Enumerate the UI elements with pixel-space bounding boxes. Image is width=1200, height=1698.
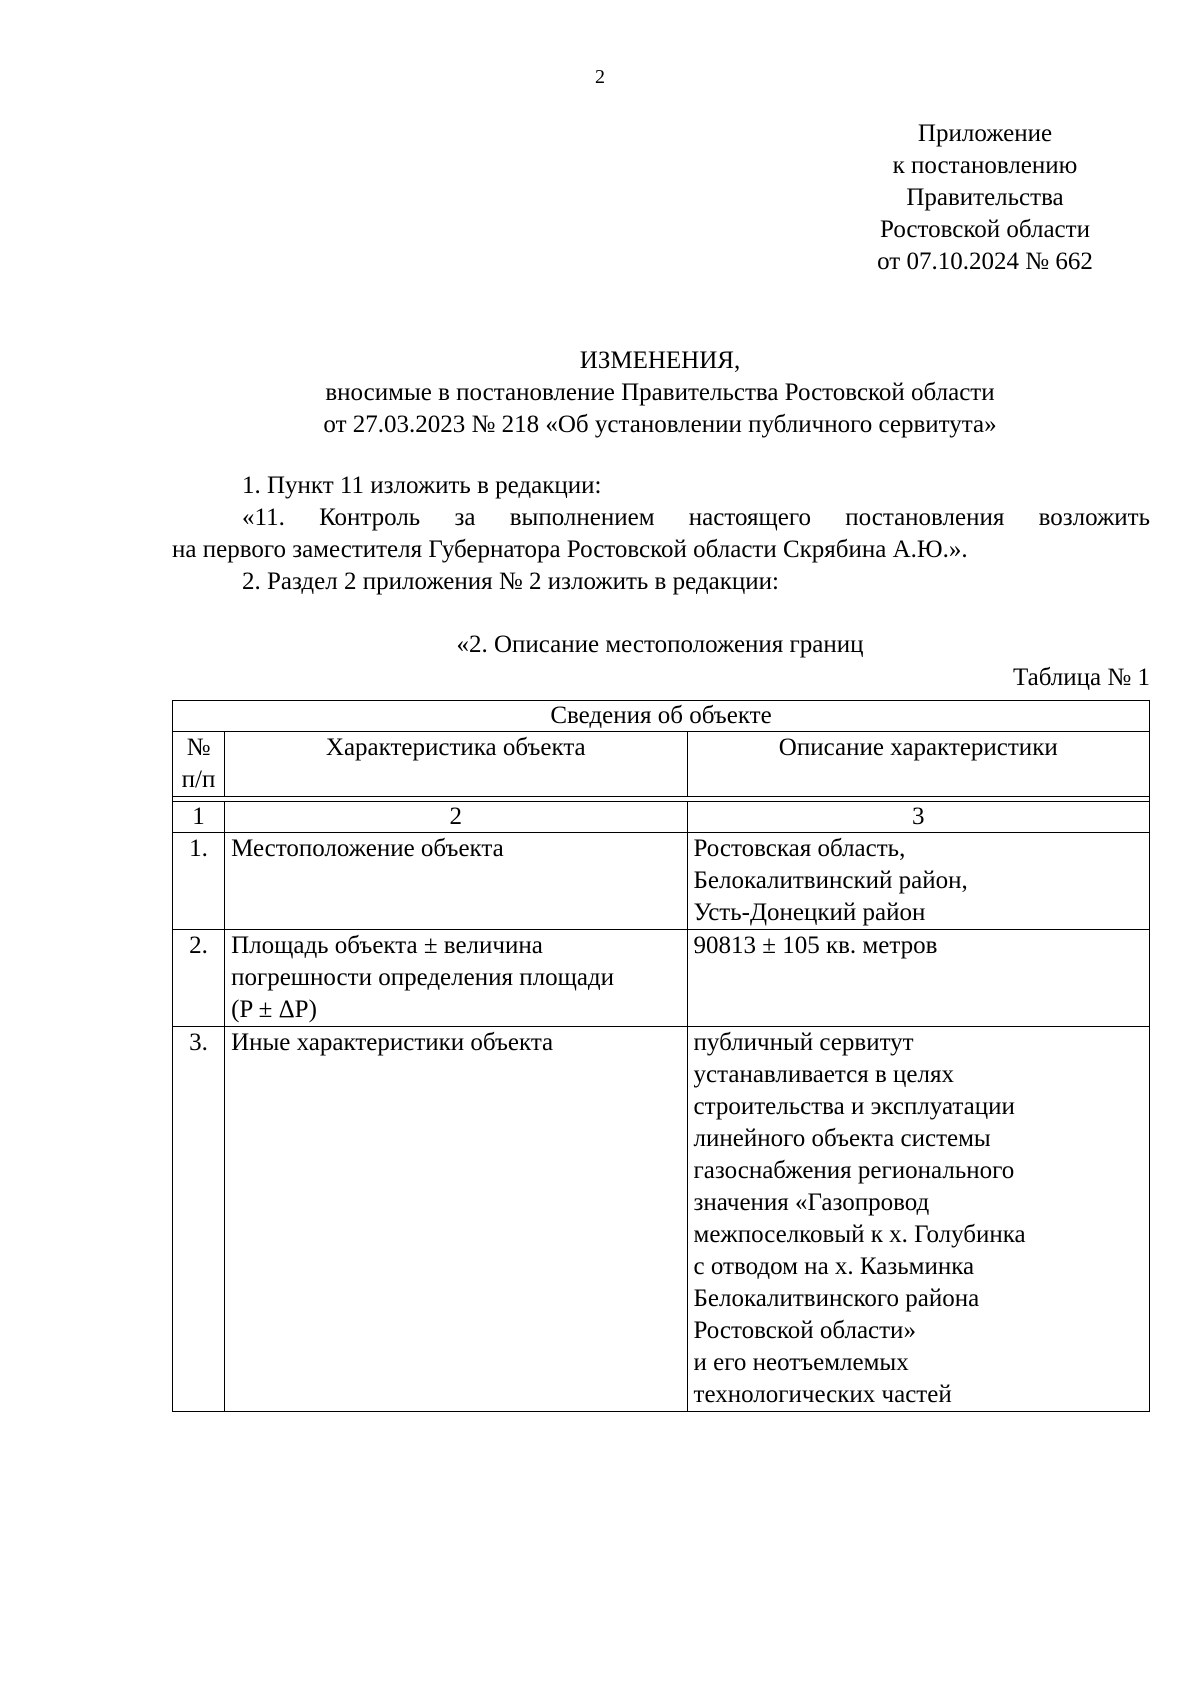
cell-line: газоснабжения регионального [693, 1157, 1015, 1184]
cell-line: Площадь объекта ± величина [231, 932, 543, 959]
appendix-line: Правительства [906, 184, 1064, 211]
header-num-line: № [186, 734, 211, 761]
cell-line: строительства и эксплуатации [693, 1093, 1015, 1120]
body-paragraphs [172, 470, 1150, 598]
table-row [173, 930, 1150, 1027]
cell-line: Белокалитвинского района [693, 1285, 980, 1312]
row-characteristic [225, 1027, 687, 1412]
cell-line: и его неотъемлемых [693, 1349, 909, 1376]
object-info-table [172, 700, 1150, 1412]
cell-line: значения «Газопровод [693, 1189, 930, 1216]
appendix-line: от 07.10.2024 № 662 [877, 248, 1093, 275]
item-1-text: 1. Пункт 11 изложить в редакции: [242, 472, 602, 499]
cell-line: устанавливается в целях [693, 1061, 954, 1088]
cell-line: линейного объекта системы [693, 1125, 991, 1152]
cell-line: Местоположение объекта [231, 835, 504, 862]
title-subline: от 27.03.2023 № 218 «Об установлении публичного сервитута» [323, 411, 997, 438]
row-characteristic [225, 833, 687, 930]
row-number: 2. [173, 930, 225, 1027]
item-2-text: 2. Раздел 2 приложения № 2 изложить в редакции: [242, 568, 779, 595]
page-number: 2 [595, 66, 605, 88]
cell-line: Усть-Донецкий район [693, 899, 926, 926]
table-caption-row [173, 701, 1150, 732]
column-number: 1 [173, 802, 225, 833]
cell-line: 90813 ± 105 кв. метров [693, 932, 938, 959]
row-number: 1. [173, 833, 225, 930]
header-characteristic: Характеристика объекта [225, 732, 687, 797]
column-number-row [173, 802, 1150, 833]
appendix-line: к постановлению [892, 152, 1078, 179]
cell-line: публичный сервитут [693, 1029, 914, 1056]
row-number: 3. [173, 1027, 225, 1412]
quote-line-2: на первого заместителя Губернатора Ростовской области Скрябина А.Ю.». [172, 536, 968, 563]
cell-line: (P ± ΔP) [231, 996, 317, 1023]
cell-line: с отводом на х. Казьминка [693, 1253, 975, 1280]
cell-line: Ростовская область, [693, 835, 906, 862]
cell-line: погрешности определения площади [231, 964, 615, 991]
cell-line: Ростовской области» [693, 1317, 916, 1344]
header-num [173, 732, 225, 797]
column-number: 3 [687, 802, 1149, 833]
row-characteristic [225, 930, 687, 1027]
quote-line-1: «11. Контроль за выполнением настоящего постановления возложить [242, 504, 1150, 531]
appendix-line: Приложение [917, 120, 1053, 147]
table-header-row [173, 732, 1150, 797]
document-title [0, 345, 1200, 441]
table-row [173, 1027, 1150, 1412]
cell-line: Иные характеристики объекта [231, 1029, 554, 1056]
cell-line: межпоселковый к х. Голубинка [693, 1221, 1026, 1248]
row-description [687, 930, 1149, 1027]
title-subline: вносимые в постановление Правительства Ростовской области [325, 379, 995, 406]
appendix-line: Ростовской области [880, 216, 1090, 243]
header-num-line: п/п [181, 766, 216, 793]
section-heading: «2. Описание местоположения границ [456, 631, 864, 658]
row-description [687, 833, 1149, 930]
appendix-block [820, 118, 1150, 278]
row-description [687, 1027, 1149, 1412]
header-description: Описание характеристики [687, 732, 1149, 797]
column-number: 2 [225, 802, 687, 833]
table-label: Таблица № 1 [1012, 664, 1150, 691]
title-heading: ИЗМЕНЕНИЯ, [579, 347, 741, 374]
cell-line: технологических частей [693, 1381, 952, 1408]
table-caption: Сведения об объекте [173, 701, 1150, 732]
table-row [173, 833, 1150, 930]
cell-line: Белокалитвинский район, [693, 867, 968, 894]
